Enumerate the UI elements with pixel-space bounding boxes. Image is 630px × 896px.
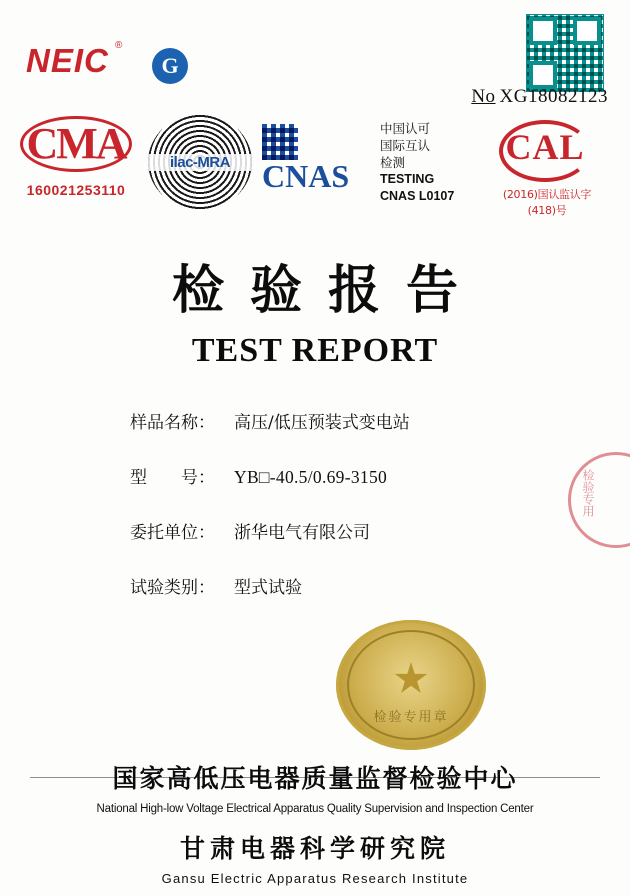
cnas-line-2: 国际互认 [380, 138, 431, 153]
qr-code-icon [524, 12, 606, 94]
field-sample-name-value: 高压/低压预装式变电站 [234, 413, 410, 433]
ilac-mra-logo-letters: ilac-MRA [148, 154, 252, 171]
footer [0, 759, 630, 886]
neic-trademark-icon: ® [115, 40, 123, 51]
field-test-type [130, 573, 550, 598]
cma-ring-icon [20, 116, 132, 172]
report-number-label: No [471, 86, 496, 107]
cma-logo [16, 118, 136, 198]
cnas-accreditation-text [380, 120, 490, 205]
field-client [130, 518, 550, 543]
cnas-line-3: 检测 [380, 155, 406, 170]
field-test-type-value: 型式试验 [234, 578, 302, 598]
cnas-logo-letters: CNAS [262, 158, 350, 194]
cal-logo [492, 120, 602, 218]
gold-seal-text: 检验专用章 [373, 710, 449, 725]
red-seal-text: 检验专用 [581, 469, 595, 517]
field-model [130, 463, 550, 488]
field-sample-name [130, 408, 550, 433]
institute-name-cn: 甘肃电器科学研究院 [179, 834, 450, 863]
cqc-logo-icon: G [152, 48, 188, 84]
red-edge-seal [568, 452, 630, 548]
cma-logo-letters: CMA [16, 118, 136, 170]
neic-logo: NEIC [26, 42, 109, 79]
gold-inspection-seal [336, 620, 486, 750]
cal-code: (2016)国认监认字(418)号 [502, 188, 592, 217]
field-client-label: 委托单位： [130, 523, 215, 543]
cma-code: 160021253110 [26, 182, 126, 198]
page-title-en: TEST REPORT [191, 332, 439, 369]
report-number [471, 86, 608, 108]
cal-logo-letters: CAL [505, 127, 585, 167]
institute-name-en: Gansu Electric Apparatus Research Institute [161, 871, 469, 886]
organization-name-en: National High-low Voltage Electrical Apparatus Quality Supervision and Inspection Center [96, 803, 534, 815]
page-title-cn: 检验报告 [171, 260, 484, 321]
ilac-mra-logo [148, 114, 252, 210]
cnas-line-4: TESTING [380, 172, 435, 186]
organization-name-cn: 国家高低压电器质量监督检验中心 [112, 764, 518, 793]
field-client-value: 浙华电气有限公司 [234, 523, 370, 543]
cnas-grid-icon [262, 124, 298, 160]
report-number-value: XG18082123 [499, 86, 608, 107]
field-model-label: 型 号： [130, 468, 215, 488]
field-sample-name-label: 样品名称： [130, 413, 215, 433]
report-fields [130, 408, 550, 628]
field-test-type-label: 试验类别： [130, 578, 215, 598]
cnas-line-1: 中国认可 [380, 121, 431, 136]
cal-mark-icon [499, 120, 595, 184]
cnas-line-5: CNAS L0107 [380, 189, 455, 203]
field-model-value: YB□-40.5/0.69-3150 [234, 467, 388, 487]
accreditation-logo-row [0, 112, 630, 222]
